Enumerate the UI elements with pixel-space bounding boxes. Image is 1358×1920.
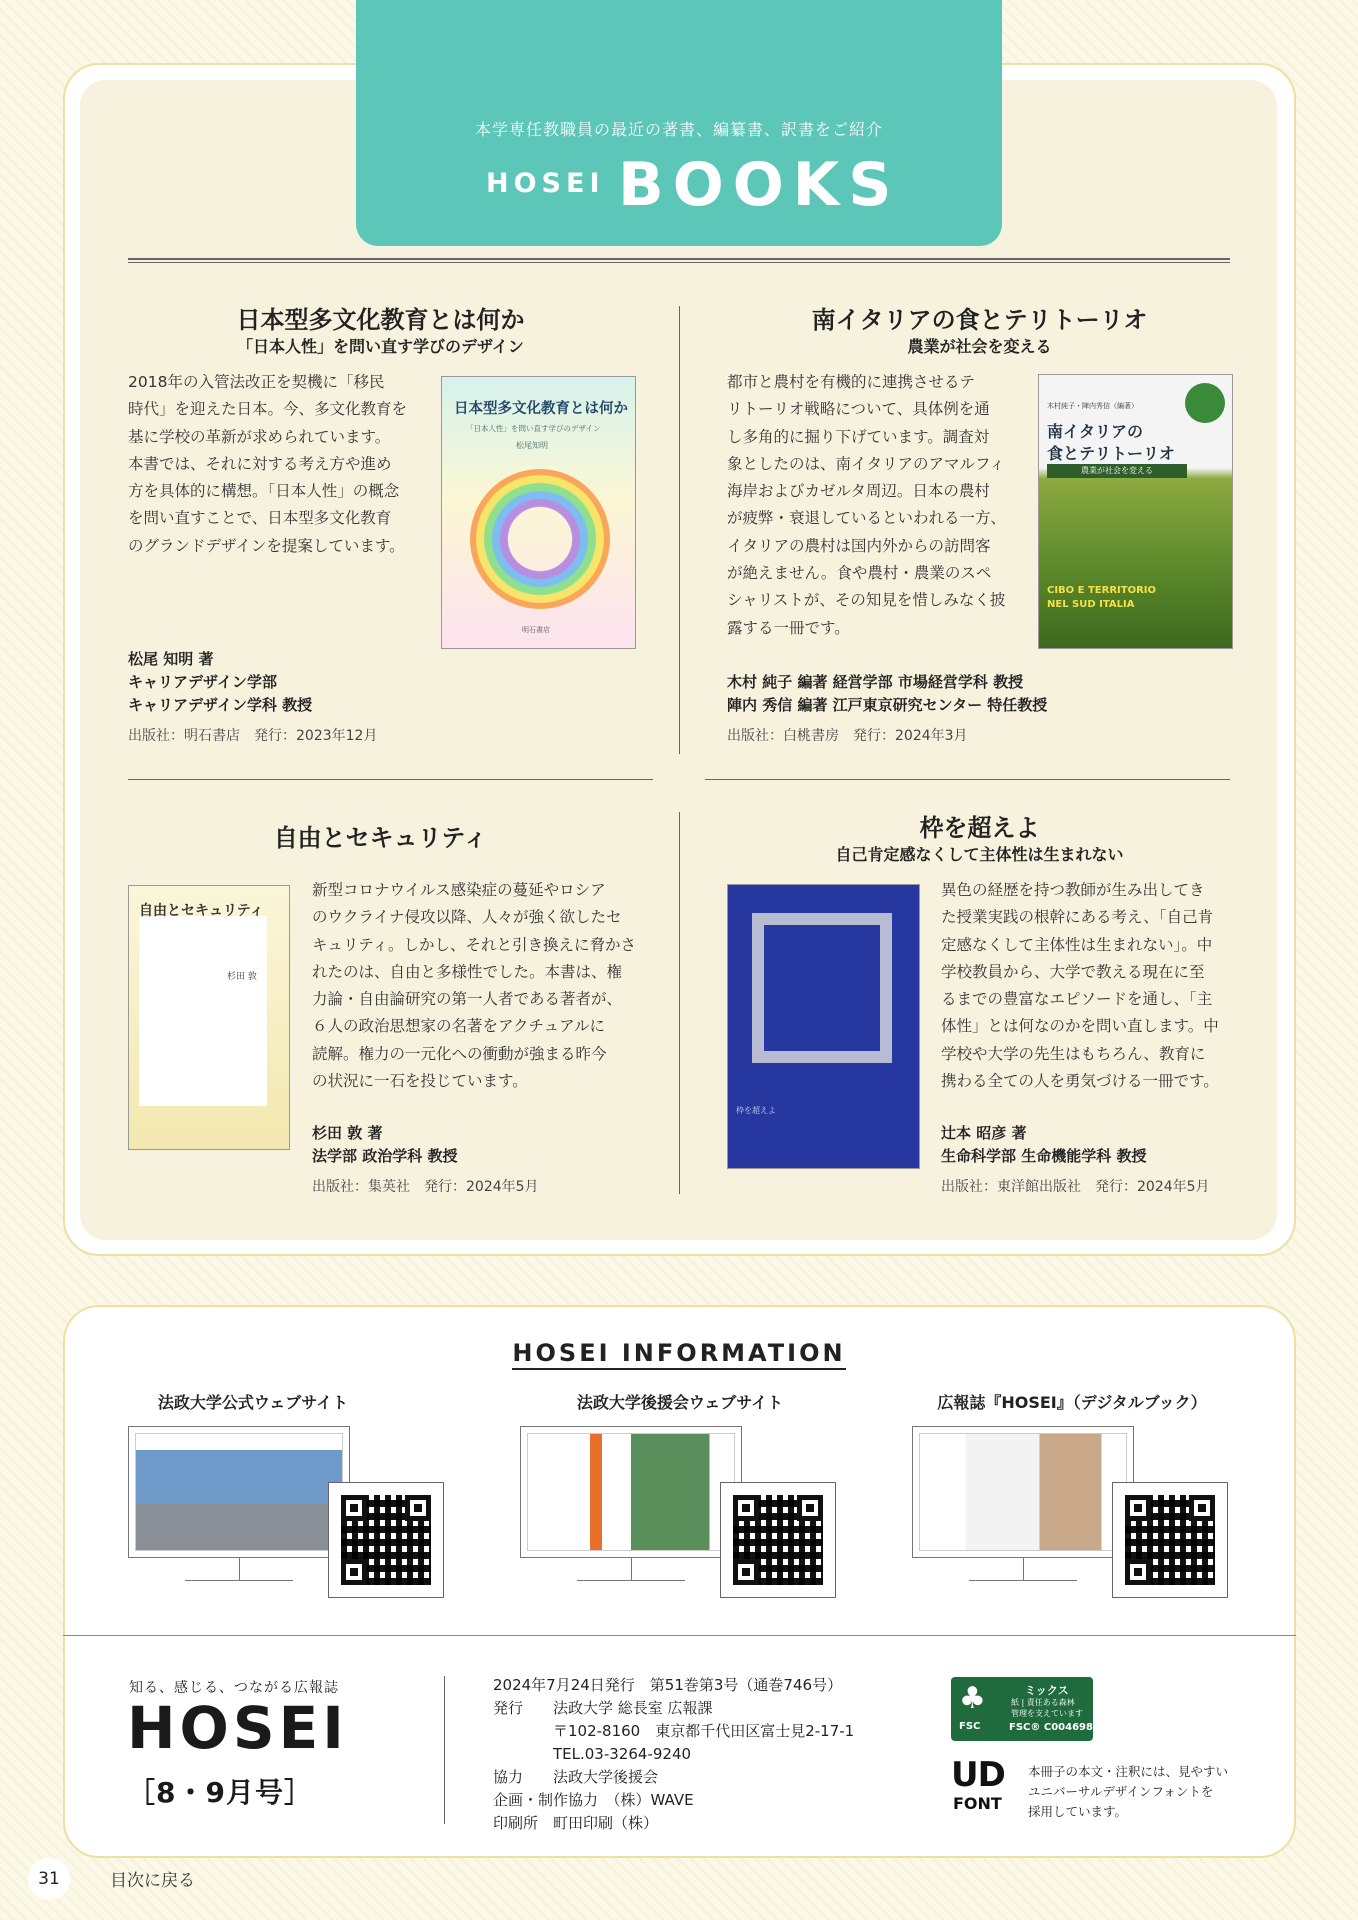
- book-description: 2018年の入管法改正を契機に「移民 時代」を迎えた日本。今、多文化教育を 基に学校の革新が求められています。 本書では、それに対する考え方や進め 方を具体的に構想。「日本人性」の概念 を問い直すことで、日本型多文化教育 のグランドデザインを提案しています。: [128, 373, 408, 555]
- column-divider-top: [679, 306, 680, 754]
- header-rule: [128, 258, 1230, 263]
- rainbow-graphic: [470, 469, 610, 609]
- magazine-logo: HOSEI: [127, 1694, 348, 1762]
- row-divider-right: [705, 779, 1230, 780]
- colophon-line: TEL.03-3264-9240: [493, 1745, 692, 1763]
- book-title: 日本型多文化教育とは何か: [236, 306, 525, 334]
- info-link-label[interactable]: 法政大学後援会ウェブサイト: [576, 1393, 784, 1412]
- fsc-logo: ♣ FSC ミックス 紙 | 責任ある森林 管理を支えています FSC® C004698: [951, 1677, 1093, 1741]
- book-subtitle: 「日本人性」を問い直す学びのデザイン: [237, 337, 524, 356]
- magazine-issue: ［8・9月号］: [127, 1776, 313, 1809]
- book-cover-image: 枠を超えよ: [727, 884, 920, 1169]
- book-publication: 出版社：東洋館出版社 発行：2024年5月: [941, 1179, 1210, 1195]
- monitor-stand: [631, 1558, 632, 1580]
- colophon-vertical-divider: [444, 1676, 445, 1824]
- book-author: 松尾 知明 著 キャリアデザイン学部 キャリアデザイン学科 教授: [128, 650, 313, 714]
- book-cover-image: 自由とセキュリティ 杉田 敦: [128, 885, 290, 1150]
- row-divider-left: [128, 779, 653, 780]
- colophon-line: 2024年7月24日発行 第51巻第3号（通巻746号）: [493, 1676, 843, 1694]
- monitor-stand: [1023, 1558, 1024, 1580]
- qr-code[interactable]: [1112, 1482, 1228, 1598]
- colophon-divider: [63, 1635, 1296, 1636]
- book-description: 新型コロナウイルス感染症の蔓延やロシア のウクライナ侵攻以降、人々が強く欲したセ キュリティ。しかし、それと引き換えに脅かさ れたのは、自由と多様性でした。本書は、権 力論・自由論研究の第一人者である著者が、 ６人の政治思想家の名著をアクチュアルに 読解。権力の一元化への衝動が強まる昨今 の状況に一石を投じています。: [312, 881, 636, 1091]
- qr-code[interactable]: [328, 1482, 444, 1598]
- colophon-line: 発行 法政大学 総長室 広報課: [493, 1699, 713, 1717]
- toc-link[interactable]: 目次に戻る: [110, 1871, 195, 1891]
- book-cover-image: 日本型多文化教育とは何か 「日本人性」を問い直す学びのデザイン 松尾知明 明石書店: [441, 376, 636, 649]
- book-cover-image: 木村純子・陣内秀信（編著） 南イタリアの 食とテリトーリオ 農業が社会を変える CIBO E TERRITORIO NEL SUD ITALIA: [1038, 374, 1233, 649]
- colophon-line: 〒102-8160 東京都千代田区富士見2-17-1: [493, 1722, 855, 1740]
- website-screenshot[interactable]: [912, 1426, 1134, 1558]
- book-subtitle: 自己肯定感なくして主体性は生まれない: [835, 845, 1124, 864]
- book-description: 都市と農村を有機的に連携させるテ リトーリオ戦略について、具体例を通 し多角的に掘り下げています。調査対 象としたのは、南イタリアのアマルフィ 海岸およびカゼルタ周辺。日本の農村 が疲弊・衰退しているといわれる一方、 イタリアの農村は国内外からの訪問客 が絶えません。食や農村・農業のスペ シャリストが、その知見を惜しみなく披 露する一冊です。: [727, 373, 1007, 637]
- colophon-line: 企画・制作協力 （株）WAVE: [493, 1791, 694, 1809]
- book-author: 木村 純子 編著 経営学部 市場経営学科 教授 陣内 秀信 編著 江戸東京研究センター 特任教授: [727, 673, 1048, 714]
- book-author: 杉田 敦 著 法学部 政治学科 教授: [312, 1124, 458, 1165]
- book-title: 自由とセキュリティ: [273, 824, 488, 852]
- colophon-line: 協力 法政大学後援会: [493, 1768, 659, 1786]
- books-header-subtitle: 本学専任教職員の最近の著書、編纂書、訳書をご紹介: [474, 120, 883, 139]
- magazine-tagline: 知る、感じる、つながる広報誌: [129, 1680, 339, 1696]
- book-description: 異色の経歴を持つ教師が生み出してき た授業実践の根幹にある考え、「自己肯 定感なくして主体性は生まれない」。中 学校教員から、大学で教える現在に至 るまでの豊富なエピソードを通し、「主 体性」とは何なのかを問い直します。中 学校や大学の先生はもちろん、教育に 携わる全ての人を勇気づける一冊です。: [941, 881, 1219, 1091]
- tree-icon: ♣: [959, 1681, 986, 1716]
- ud-font-note: ユニバーサルデザインフォントを: [1028, 1784, 1214, 1799]
- info-link-label[interactable]: 法政大学公式ウェブサイト: [157, 1393, 349, 1412]
- book-title: 南イタリアの食とテリトーリオ: [811, 306, 1148, 334]
- monitor-base: [969, 1580, 1077, 1581]
- qr-code[interactable]: [720, 1482, 836, 1598]
- book-subtitle: 農業が社会を変える: [907, 337, 1052, 356]
- cover-frame-graphic: [752, 913, 892, 1063]
- ud-font-note: 本冊子の本文・注釈には、見やすい: [1028, 1764, 1229, 1779]
- monitor-stand: [239, 1558, 240, 1580]
- ud-font-logo: UD FONT: [951, 1755, 1005, 1813]
- book-publication: 出版社：白桃書房 発行：2024年3月: [727, 728, 968, 744]
- ud-font-note: 採用しています。: [1028, 1804, 1128, 1819]
- book-title: 枠を超えよ: [919, 814, 1040, 842]
- colophon-line: 印刷所 町田印刷（株）: [493, 1814, 659, 1832]
- info-title: HOSEI INFORMATION: [0, 1339, 1358, 1367]
- monitor-base: [577, 1580, 685, 1581]
- website-screenshot[interactable]: [128, 1426, 350, 1558]
- monitor-base: [185, 1580, 293, 1581]
- book-publication: 出版社：集英社 発行：2024年5月: [312, 1179, 539, 1195]
- books-header-title: BOOKS: [618, 150, 901, 220]
- books-header: [356, 0, 1002, 246]
- page-number: 31: [28, 1858, 70, 1900]
- column-divider-bottom: [679, 812, 680, 1194]
- website-screenshot[interactable]: [520, 1426, 742, 1558]
- books-header-hosei: HOSEI: [486, 168, 605, 199]
- info-link-label[interactable]: 広報誌『HOSEI』（デジタルブック）: [937, 1393, 1207, 1412]
- book-author: 辻本 昭彦 著 生命科学部 生命機能学科 教授: [941, 1124, 1147, 1165]
- cover-badge: [1185, 383, 1225, 423]
- book-publication: 出版社：明石書店 発行：2023年12月: [128, 728, 378, 744]
